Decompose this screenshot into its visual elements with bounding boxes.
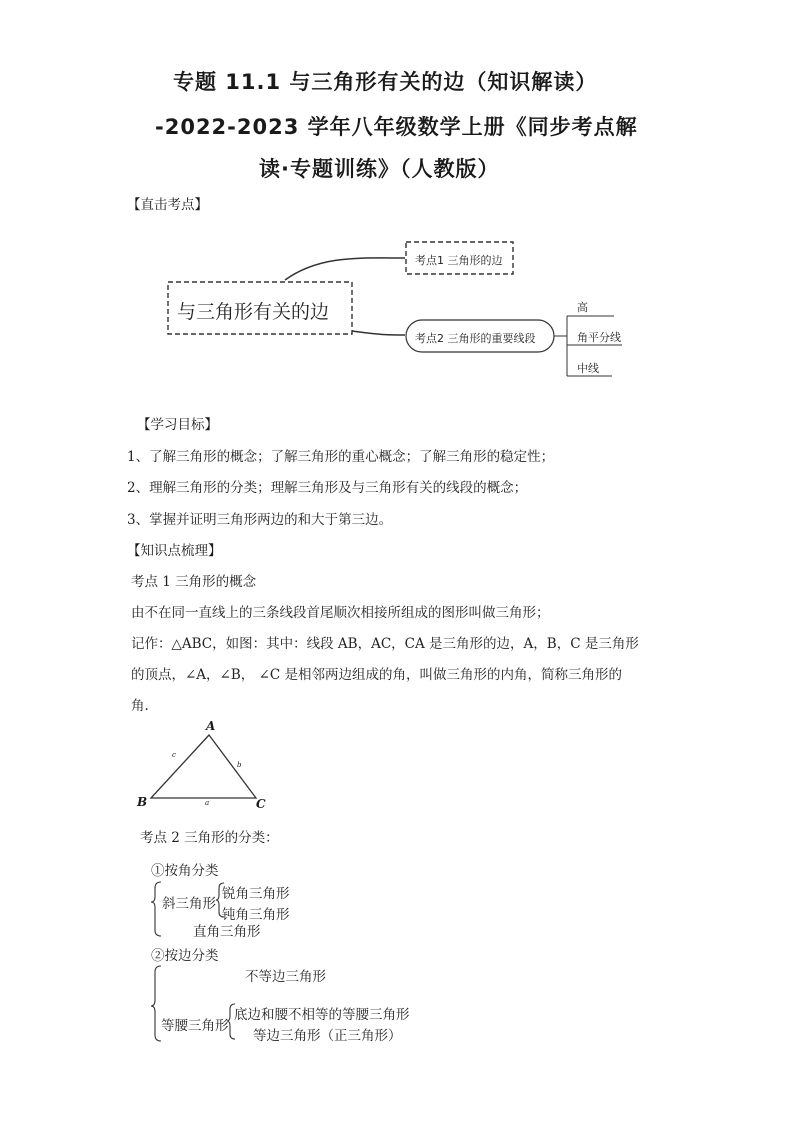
- side-a-label: a: [205, 799, 210, 807]
- section-knowledge: 【知识点梳理】: [127, 543, 222, 559]
- classify-by-angle: ①按角分类: [151, 863, 219, 879]
- goal-item-1: 1、了解三角形的概念；了解三角形的重心概念；了解三角形的稳定性；: [127, 449, 555, 465]
- isosceles-triangle: 等腰三角形: [161, 1018, 229, 1034]
- obtuse-triangle: 钝角三角形: [222, 907, 290, 923]
- point1-notation-line2: 的顶点，∠A，∠B， ∠C 是相邻两边组成的角，叫做三角形的内角，简称三角形的: [131, 667, 623, 683]
- mindmap-leaf-height: 高: [577, 301, 588, 314]
- vertex-a-label: A: [206, 719, 216, 733]
- mindmap-leaf-median: 中线: [577, 362, 599, 375]
- right-triangle: 直角三角形: [193, 924, 261, 940]
- classify-by-side: ②按边分类: [151, 948, 219, 964]
- mindmap-root-label: 与三角形有关的边: [177, 301, 330, 323]
- title-line-3: 读·专题训练》（人教版）: [259, 157, 500, 181]
- oblique-triangle: 斜三角形: [162, 896, 216, 912]
- point2-heading: 考点 2 三角形的分类：: [140, 830, 279, 846]
- isosceles-non-equilateral: 底边和腰不相等的等腰三角形: [234, 1007, 410, 1023]
- goal-item-3: 3、掌握并证明三角形两边的和大于第三边。: [127, 512, 393, 528]
- brace-side-outer: [151, 966, 161, 1041]
- section-learning-goals: 【学习目标】: [137, 417, 218, 433]
- section-direct-points: 【直击考点】: [127, 197, 208, 213]
- side-c-label: c: [172, 751, 176, 759]
- side-b-label: b: [237, 761, 242, 769]
- mindmap-node1-label: 考点1 三角形的边: [415, 254, 503, 267]
- point1-heading: 考点 1 三角形的概念: [131, 574, 257, 590]
- point1-definition: 由不在同一直线上的三条线段首尾顺次相接所组成的图形叫做三角形；: [131, 605, 550, 621]
- mindmap-node2-label: 考点2 三角形的重要线段: [415, 332, 536, 345]
- point1-notation-line1: 记作：△ABC，如图：其中：线段 AB，AC，CA 是三角形的边，A，B，C 是三角形: [131, 636, 639, 652]
- brace-angle-outer: [151, 882, 161, 936]
- equilateral-triangle: 等边三角形（正三角形）: [253, 1028, 402, 1044]
- title-line-2: -2022-2023 学年八年级数学上册《同步考点解: [155, 115, 638, 139]
- vertex-b-label: B: [137, 795, 148, 809]
- vertex-c-label: C: [256, 797, 266, 811]
- title-line-1: 专题 11.1 与三角形有关的边（知识解读）: [173, 70, 598, 94]
- goal-item-2: 2、理解三角形的分类；理解三角形及与三角形有关的线段的概念；: [127, 480, 528, 496]
- scalene-triangle: 不等边三角形: [245, 969, 326, 985]
- point1-notation-line3: 角.: [131, 698, 149, 714]
- mindmap-leaf-bisector: 角平分线: [577, 331, 621, 344]
- acute-triangle: 锐角三角形: [222, 886, 290, 902]
